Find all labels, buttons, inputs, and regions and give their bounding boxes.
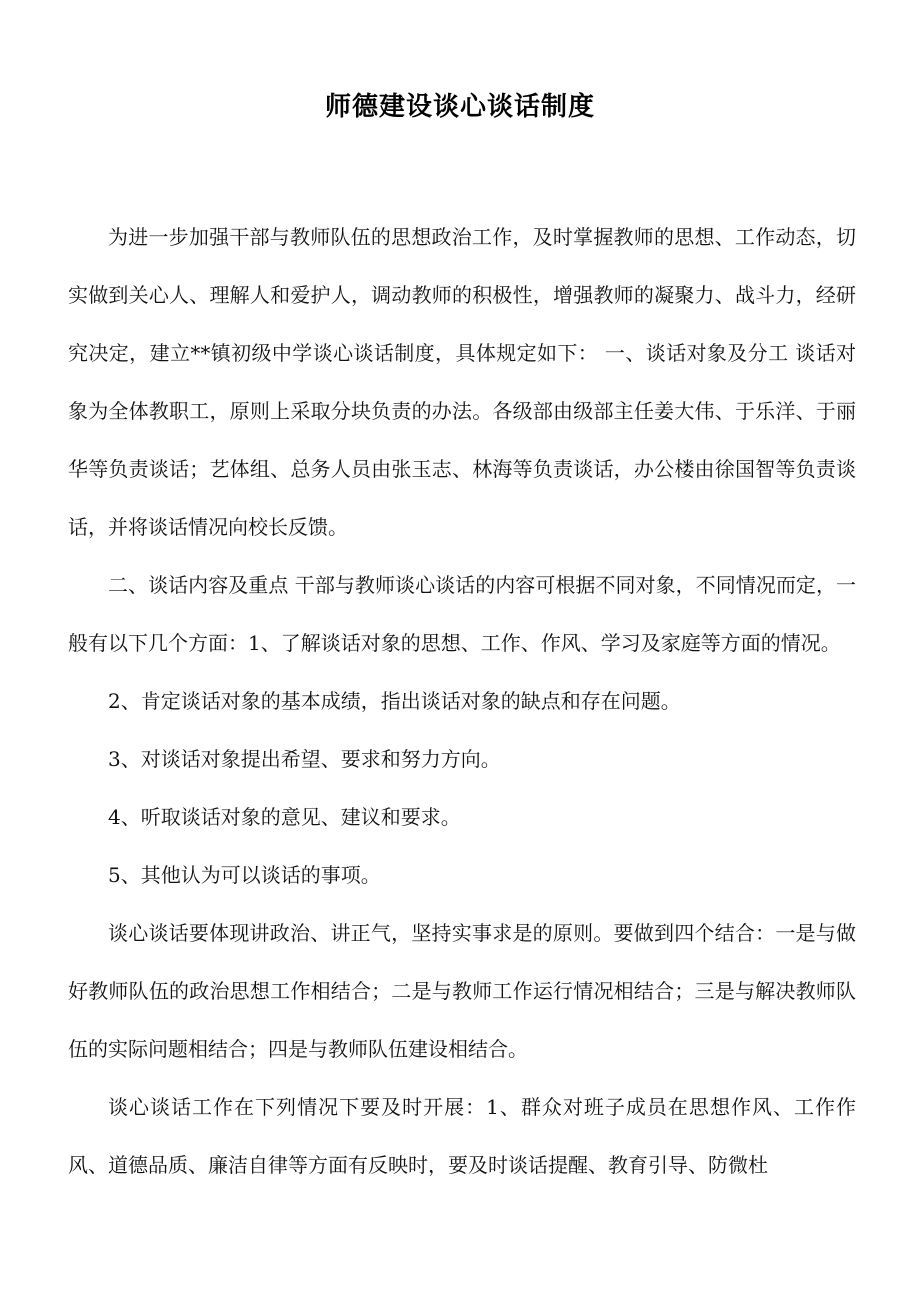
paragraph-content-focus: 二、谈话内容及重点 干部与教师谈心谈话的内容可根据不同对象，不同情况而定，一般有以下几个方面：1、了解谈话对象的思想、工作、作风、学习及家庭等方面的情况。: [68, 573, 856, 655]
paragraph-conditions: 谈心谈话工作在下列情况下要及时开展：1、群众对班子成员在思想作风、工作作风、道德品质、廉洁自律等方面有反映时，要及时谈话提醒、教育引导、防微杜: [68, 1095, 856, 1177]
document-body: [68, 208, 856, 1194]
paragraph-item-3: 3、对谈话对象提出希望、要求和努力方向。: [108, 747, 501, 771]
document-title: 师德建设谈心谈话制度: [324, 92, 595, 122]
paragraph-principles: 谈心谈话要体现讲政治、讲正气，坚持实事求是的原则。要做到四个结合：一是与做好教师队伍的政治思想工作相结合；二是与教师工作运行情况相结合；三是与解决教师队伍的实际问题相结合；四是与教师队伍建设相结合。: [68, 921, 856, 1061]
paragraph-item-5: 5、其他认为可以谈话的事项。: [108, 863, 381, 887]
paragraph-item-2: 2、肯定谈话对象的基本成绩，指出谈话对象的缺点和存在问题。: [108, 689, 681, 713]
paragraph-item-4: 4、听取谈话对象的意见、建议和要求。: [108, 805, 461, 829]
paragraph-intro: 为进一步加强干部与教师队伍的思想政治工作，及时掌握教师的思想、工作动态，切实做到关心人、理解人和爱护人，调动教师的积极性，增强教师的凝聚力、战斗力，经研究决定，建立**镇初级中学谈心谈话制度，具体规定如下： 一、谈话对象及分工 谈话对象为全体教职工，原则上采取分块负责的办法。各级部由级部主任姜大伟、于乐洋、于丽华等负责谈话；艺体组、总务人员由张玉志、林海等负责谈话，办公楼由徐国智等负责谈话，并将谈话情况向校长反馈。: [68, 225, 856, 539]
